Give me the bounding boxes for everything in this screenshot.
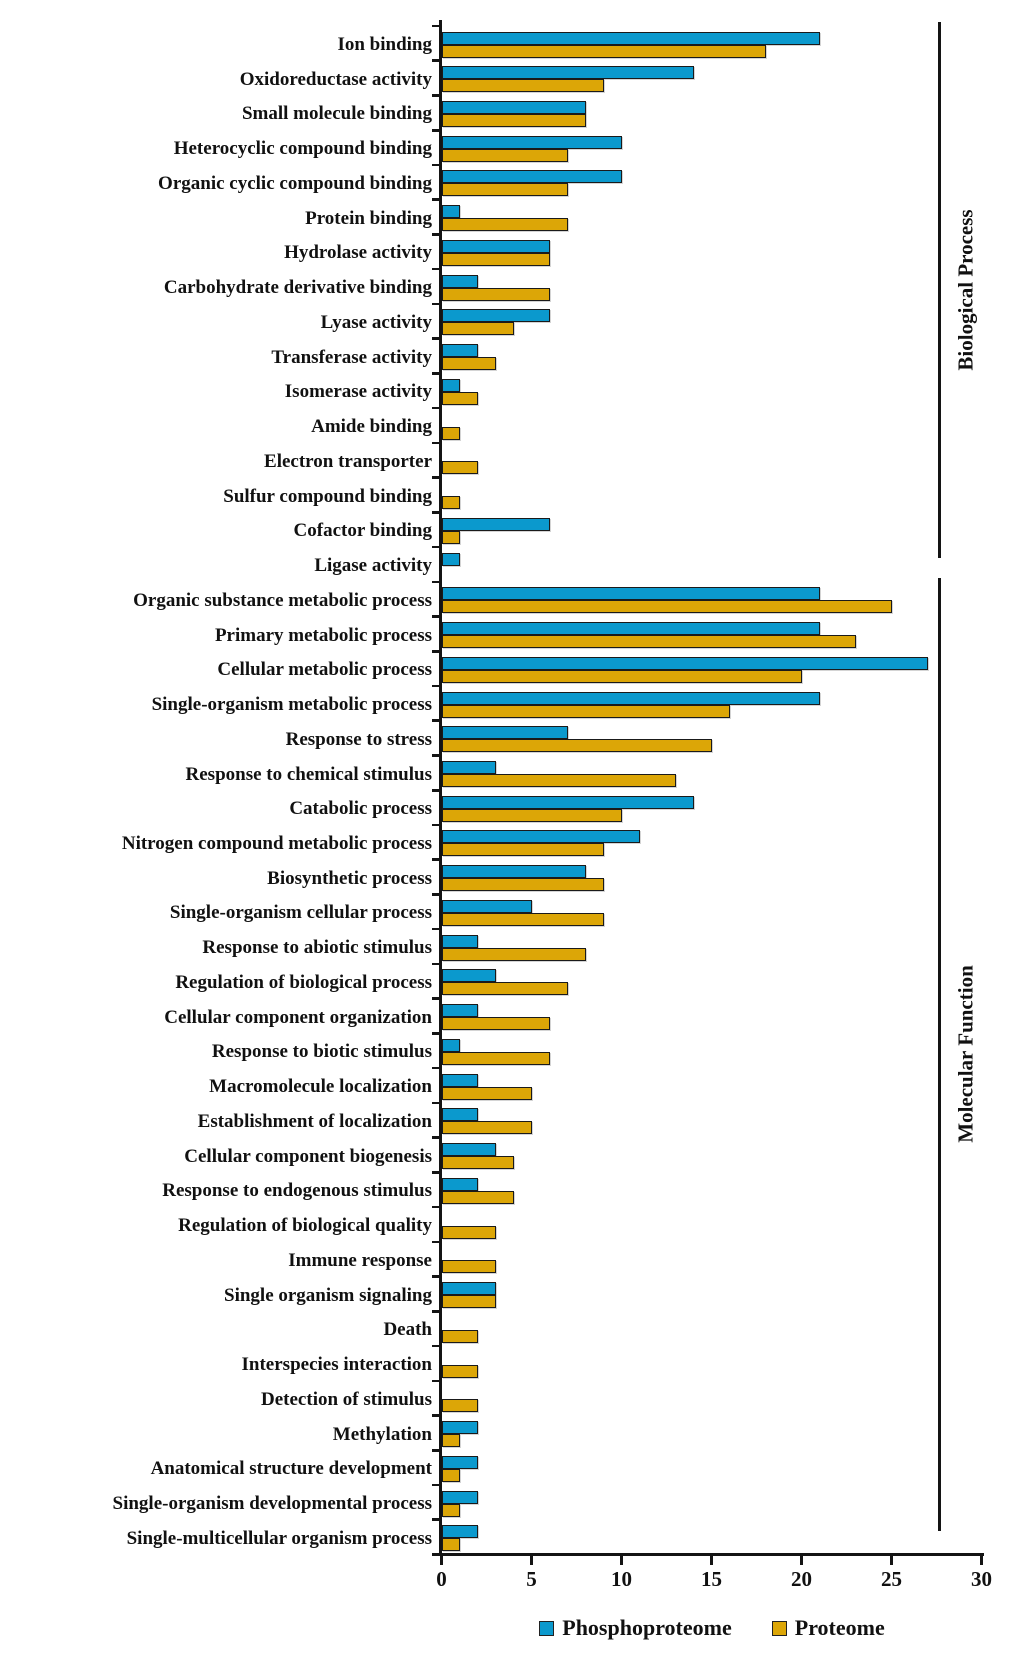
proteome-bar	[442, 635, 856, 648]
phosphoproteome-bar	[442, 275, 478, 288]
y-axis-tick	[432, 442, 440, 445]
phosphoproteome-bar	[442, 309, 550, 322]
proteome-bar	[442, 670, 802, 683]
phosphoproteome-bar	[442, 1074, 478, 1087]
proteome-bar	[442, 114, 586, 127]
molecular-function-bracket	[938, 578, 941, 1531]
category-label: Amide binding	[311, 416, 432, 438]
proteome-bar	[442, 218, 568, 231]
category-label: Death	[383, 1319, 432, 1341]
y-axis-tick	[432, 94, 440, 97]
proteome-bar	[442, 1191, 514, 1204]
category-label: Protein binding	[305, 207, 432, 229]
category-label: Cellular component biogenesis	[184, 1145, 432, 1167]
category-label: Response to abiotic stimulus	[202, 937, 432, 959]
phosphoproteome-bar	[442, 553, 460, 566]
proteome-bar	[442, 705, 730, 718]
proteome-bar	[442, 809, 622, 822]
category-label: Ion binding	[337, 34, 432, 55]
category-label: Regulation of biological process	[175, 971, 432, 993]
category-label: Single-multicellular organism process	[126, 1527, 432, 1549]
proteome-bar	[442, 1504, 460, 1517]
y-axis-tick	[432, 1553, 440, 1556]
category-label: Cofactor binding	[293, 520, 432, 542]
proteome-bar	[442, 878, 604, 891]
phosphoproteome-bar	[442, 379, 460, 392]
phosphoproteome-bar	[442, 692, 820, 705]
category-label: Detection of stimulus	[261, 1388, 432, 1410]
proteome-bar	[442, 1156, 514, 1169]
phosphoproteome-bar	[442, 1004, 478, 1017]
phosphoproteome-bar	[442, 935, 478, 948]
proteome-bar	[442, 1365, 478, 1378]
y-axis-tick	[432, 407, 440, 410]
category-label: Single-organism cellular process	[169, 902, 432, 924]
category-label: Ligase activity	[314, 555, 432, 577]
x-axis-tick	[710, 1556, 713, 1565]
y-axis-tick	[432, 511, 440, 514]
category-label: Response to chemical stimulus	[185, 763, 432, 785]
proteome-bar	[442, 253, 550, 266]
proteome-bar	[442, 1017, 550, 1030]
y-axis-tick	[432, 129, 440, 132]
phosphoproteome-bar	[442, 865, 586, 878]
category-label: Transferase activity	[271, 346, 432, 368]
y-axis-tick	[432, 1484, 440, 1487]
category-label: Isomerase activity	[284, 381, 432, 403]
proteome-bar	[442, 149, 568, 162]
proteome-swatch	[772, 1621, 787, 1636]
y-axis-tick	[432, 337, 440, 340]
category-label: Interspecies interaction	[241, 1354, 432, 1376]
y-axis-tick	[432, 789, 440, 792]
category-label: Anatomical structure development	[150, 1458, 432, 1480]
phosphoproteome-bar	[442, 969, 496, 982]
section-label-biological-process: Biological Process	[953, 209, 978, 371]
proteome-bar	[442, 913, 604, 926]
y-axis-tick	[432, 581, 440, 584]
proteome-bar	[442, 357, 496, 370]
proteome-bar	[442, 1260, 496, 1273]
y-axis-tick	[432, 997, 440, 1000]
biological-process-bracket	[938, 22, 941, 558]
x-axis-tick-label: 20	[791, 1567, 812, 1591]
proteome-bar	[442, 1538, 460, 1551]
y-axis-tick	[432, 1136, 440, 1139]
x-axis-tick-label: 5	[526, 1567, 537, 1591]
proteome-bar	[442, 45, 766, 58]
y-axis-tick	[432, 754, 440, 757]
category-label: Establishment of localization	[197, 1110, 432, 1132]
phosphoproteome-bar	[442, 1108, 478, 1121]
phosphoproteome-bar	[442, 344, 478, 357]
category-label: Response to endogenous stimulus	[162, 1180, 432, 1202]
y-axis-tick	[432, 1449, 440, 1452]
y-axis-tick	[432, 198, 440, 201]
phosphoproteome-bar	[442, 1456, 478, 1469]
x-axis-tick-label: 30	[971, 1567, 992, 1591]
y-axis-tick	[432, 1032, 440, 1035]
phosphoproteome-bar	[442, 1143, 496, 1156]
proteome-bar	[442, 427, 460, 440]
proteome-bar	[442, 982, 568, 995]
proteome-bar	[442, 496, 460, 509]
category-label: Single-organism metabolic process	[151, 694, 432, 716]
category-label: Single-organism developmental process	[112, 1493, 432, 1515]
proteome-bar	[442, 531, 460, 544]
y-axis-tick	[432, 476, 440, 479]
y-axis-tick	[432, 1380, 440, 1383]
section-label-molecular-function: Molecular Function	[953, 965, 978, 1143]
y-axis-tick	[432, 372, 440, 375]
phosphoproteome-bar	[442, 900, 532, 913]
category-label: Nitrogen compound metabolic process	[121, 832, 432, 854]
phosphoproteome-bar	[442, 136, 622, 149]
category-label: Single organism signaling	[224, 1284, 432, 1306]
category-label: Macromolecule localization	[209, 1076, 432, 1098]
category-label: Cellular component organization	[164, 1006, 432, 1028]
category-label: Immune response	[288, 1249, 432, 1271]
proteome-bar	[442, 183, 568, 196]
proteome-bar	[442, 1469, 460, 1482]
phosphoproteome-bar	[442, 1491, 478, 1504]
x-axis-tick-label: 0	[436, 1567, 447, 1591]
y-axis-tick	[432, 824, 440, 827]
category-label: Heterocyclic compound binding	[173, 138, 432, 160]
category-label: Response to biotic stimulus	[211, 1041, 432, 1063]
phosphoproteome-bar	[442, 240, 550, 253]
proteome-bar	[442, 1399, 478, 1412]
proteome-bar	[442, 322, 514, 335]
phosphoproteome-swatch	[539, 1621, 554, 1636]
y-axis-tick	[432, 615, 440, 618]
phosphoproteome-bar	[442, 622, 820, 635]
category-label: Organic cyclic compound binding	[158, 172, 432, 194]
proteome-bar	[442, 1434, 460, 1447]
y-axis-tick	[432, 1206, 440, 1209]
phosphoproteome-bar	[442, 1178, 478, 1191]
x-axis-tick	[530, 1556, 533, 1565]
y-axis-tick	[432, 928, 440, 931]
proteome-bar	[442, 843, 604, 856]
y-axis-tick	[432, 893, 440, 896]
y-axis-tick	[432, 1275, 440, 1278]
proteome-bar	[442, 1330, 478, 1343]
y-axis-tick	[432, 59, 440, 62]
category-label: Sulfur compound binding	[223, 485, 432, 507]
category-label: Catabolic process	[289, 798, 432, 820]
proteome-bar	[442, 288, 550, 301]
phosphoproteome-bar	[442, 170, 622, 183]
x-axis-tick-label: 10	[611, 1567, 632, 1591]
category-label: Response to stress	[285, 728, 432, 750]
category-label: Small molecule binding	[241, 103, 432, 125]
category-label: Organic substance metabolic process	[133, 589, 432, 611]
legend-item-phosphoproteome	[539, 1615, 732, 1641]
y-axis-tick	[432, 685, 440, 688]
x-axis-tick	[440, 1556, 443, 1565]
phosphoproteome-bar	[442, 205, 460, 218]
category-label: Electron transporter	[264, 450, 432, 472]
x-axis-tick	[980, 1556, 983, 1565]
category-label: Regulation of biological quality	[178, 1215, 432, 1237]
y-axis-tick	[432, 25, 440, 28]
y-axis-tick	[432, 963, 440, 966]
x-axis-tick	[800, 1556, 803, 1565]
y-axis-tick	[432, 164, 440, 167]
proteome-bar	[442, 1295, 496, 1308]
phosphoproteome-bar	[442, 101, 586, 114]
proteome-legend-label: Proteome	[794, 1615, 885, 1640]
category-label: Hydrolase activity	[284, 242, 432, 264]
legend-item-proteome	[772, 1615, 885, 1641]
phosphoproteome-bar	[442, 1525, 478, 1538]
y-axis-tick	[432, 1067, 440, 1070]
phosphoproteome-bar	[442, 1039, 460, 1052]
proteome-bar	[442, 774, 676, 787]
category-label: Oxidoreductase activity	[239, 68, 432, 90]
y-axis-tick	[432, 233, 440, 236]
y-axis-tick	[432, 268, 440, 271]
category-label: Biosynthetic process	[267, 867, 432, 889]
proteome-bar	[442, 1121, 532, 1134]
y-axis-tick	[432, 1414, 440, 1417]
phosphoproteome-legend-label: Phosphoproteome	[562, 1615, 732, 1640]
proteome-bar	[442, 1052, 550, 1065]
y-axis-tick	[432, 546, 440, 549]
proteome-bar	[442, 739, 712, 752]
proteome-bar	[442, 600, 892, 613]
proteome-bar	[442, 1226, 496, 1239]
y-axis-tick	[432, 858, 440, 861]
phosphoproteome-bar	[442, 830, 640, 843]
y-axis-tick	[432, 1345, 440, 1348]
category-label: Carbohydrate derivative binding	[163, 277, 432, 299]
x-axis-tick	[620, 1556, 623, 1565]
x-axis-tick	[890, 1556, 893, 1565]
proteome-bar	[442, 392, 478, 405]
legend	[441, 1608, 983, 1648]
category-label: Cellular metabolic process	[217, 659, 432, 681]
phosphoproteome-bar	[442, 657, 928, 670]
phosphoproteome-bar	[442, 66, 694, 79]
y-axis-tick	[432, 1171, 440, 1174]
proteome-bar	[442, 461, 478, 474]
phosphoproteome-bar	[442, 726, 568, 739]
proteome-bar	[442, 1087, 532, 1100]
y-axis-tick	[432, 1241, 440, 1244]
phosphoproteome-bar	[442, 587, 820, 600]
category-label: Methylation	[332, 1423, 432, 1445]
y-axis-tick	[432, 1310, 440, 1313]
proteome-bar	[442, 948, 586, 961]
proteome-bar	[442, 79, 604, 92]
phosphoproteome-bar	[442, 1421, 478, 1434]
y-axis-tick	[432, 1102, 440, 1105]
category-label: Lyase activity	[320, 311, 432, 333]
y-axis-tick	[432, 303, 440, 306]
x-axis-tick-label: 15	[701, 1567, 722, 1591]
phosphoproteome-bar	[442, 1282, 496, 1295]
phosphoproteome-bar	[442, 796, 694, 809]
y-axis-tick	[432, 1518, 440, 1521]
phosphoproteome-bar	[442, 518, 550, 531]
phosphoproteome-bar	[442, 32, 820, 45]
y-axis-tick	[432, 719, 440, 722]
phosphoproteome-bar	[442, 761, 496, 774]
category-label: Primary metabolic process	[214, 624, 432, 646]
y-axis-tick	[432, 650, 440, 653]
x-axis-tick-label: 25	[881, 1567, 902, 1591]
